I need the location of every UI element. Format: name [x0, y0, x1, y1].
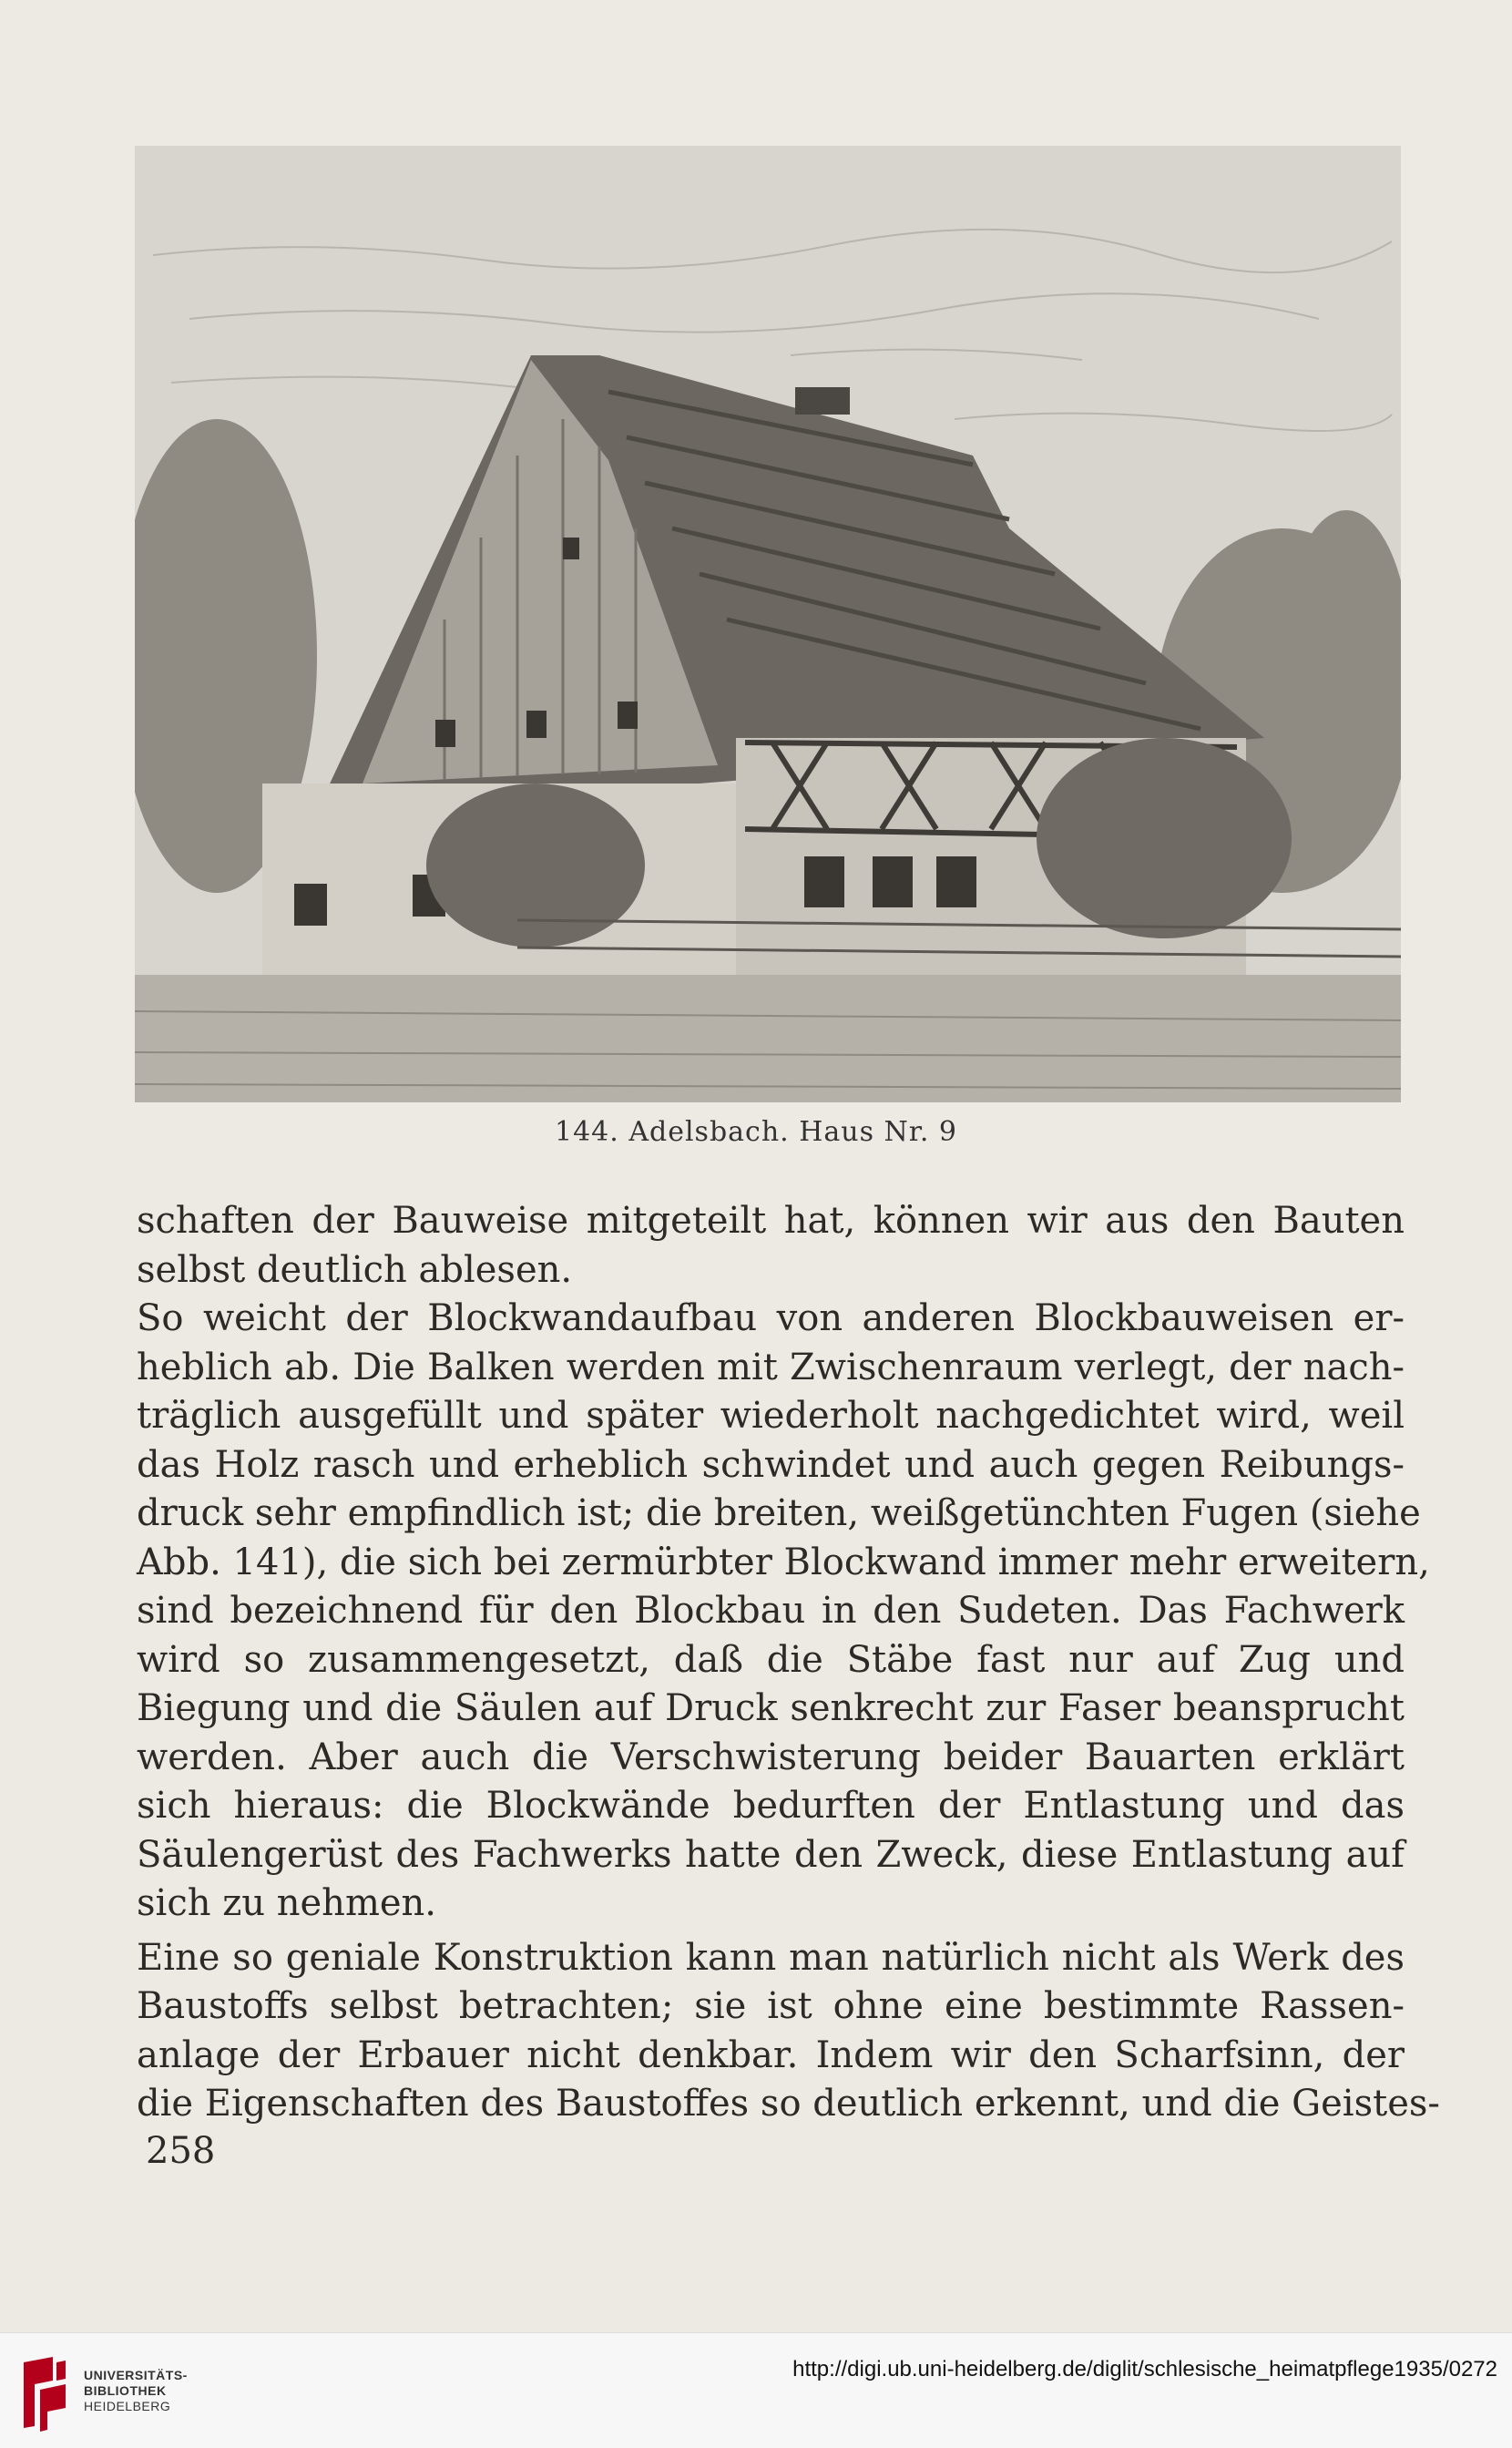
- text-line: das Holz rasch und erheblich schwindet und auch gegen Reibungs-: [137, 1443, 1405, 1486]
- viewer-footer: [0, 2332, 1512, 2448]
- text-line: sich zu nehmen.: [137, 1882, 437, 1924]
- house-illustration: [135, 146, 1401, 1102]
- figure-caption: 144. Adelsbach. Haus Nr. 9: [555, 1116, 957, 1148]
- library-name-line: HEIDELBERG: [84, 2399, 171, 2413]
- text-line: sind bezeichnend für den Blockbau in den Sudeten. Das Fachwerk: [137, 1590, 1405, 1632]
- library-name-line: UNIVERSITÄTS-: [84, 2368, 188, 2382]
- text-line: werden. Aber auch die Verschwisterung beider Bauarten erklärt: [137, 1736, 1405, 1778]
- text-line: Eine so geniale Konstruktion kann man natürlich nicht als Werk des: [137, 1936, 1405, 1979]
- text-line: träglich ausgefüllt und später wiederholt nachgedichtet wird, weil: [137, 1395, 1405, 1437]
- text-line: Säulengerüst des Fachwerks hatte den Zweck, diese Entlastung auf: [137, 1833, 1405, 1876]
- house-drawing: [135, 146, 1401, 1102]
- library-name-line: BIBLIOTHEK: [84, 2383, 167, 2398]
- text-line: sich hieraus: die Blockwände bedurften der Entlastung und das: [137, 1785, 1405, 1827]
- text-line: anlage der Erbauer nicht denkbar. Indem wir den Scharfsinn, der: [137, 2033, 1405, 2076]
- text-line: Abb. 141), die sich bei zermürbter Blockwand immer mehr erweitern,: [137, 1541, 1430, 1583]
- page-number: 258: [146, 2130, 216, 2172]
- text-line: druck sehr empfindlich ist; die breiten, weißgetünchten Fugen (siehe: [137, 1492, 1421, 1534]
- text-line: selbst deutlich ablesen.: [137, 1248, 573, 1291]
- library-name: [84, 2368, 188, 2414]
- text-line: die Eigenschaften des Baustoffes so deutlich erkennt, und die Geistes-: [137, 2083, 1440, 2125]
- text-line: Biegung und die Säulen auf Druck senkrecht zur Faser beansprucht: [137, 1687, 1405, 1729]
- text-line: Baustoffs selbst betrachten; sie ist ohne eine bestimmte Rassen-: [137, 1985, 1405, 2027]
- body-text: [137, 1197, 1440, 2129]
- text-line: So weicht der Blockwandaufbau von anderen Blockbauweisen er-: [137, 1297, 1405, 1339]
- ub-heidelberg-logo-icon[interactable]: [16, 2353, 73, 2432]
- source-url[interactable]: http://digi.ub.uni-heidelberg.de/diglit/schlesische_heimatpflege1935/0272: [792, 2357, 1497, 2381]
- text-line: heblich ab. Die Balken werden mit Zwischenraum verlegt, der nach-: [137, 1346, 1405, 1388]
- text-line: wird so zusammengesetzt, daß die Stäbe fast nur auf Zug und: [137, 1638, 1405, 1681]
- text-line: schaften der Bauweise mitgeteilt hat, können wir aus den Bauten: [137, 1200, 1405, 1242]
